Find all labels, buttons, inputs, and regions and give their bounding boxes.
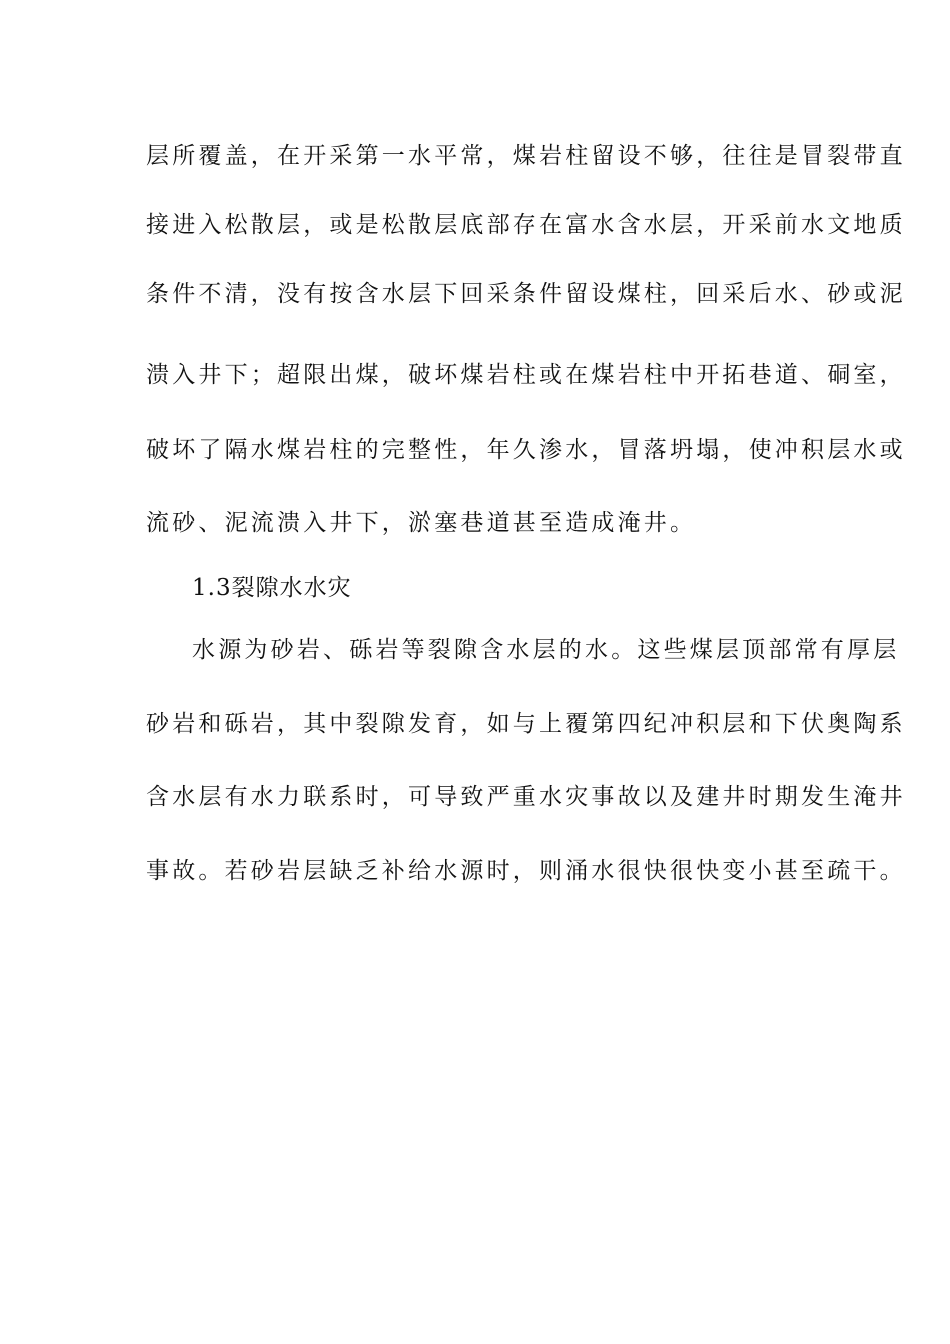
paragraph-line: 砂岩和砾岩，其中裂隙发育，如与上覆第四纪冲积层和下伏奥陶系 bbox=[146, 711, 906, 737]
paragraph-line: 接进入松散层，或是松散层底部存在富水含水层，开采前水文地质 bbox=[146, 212, 906, 238]
paragraph-line: 水源为砂岩、砾岩等裂隙含水层的水。这些煤层顶部常有厚层 bbox=[192, 637, 900, 663]
paragraph-line: 破坏了隔水煤岩柱的完整性，年久渗水，冒落坍塌，使冲积层水或 bbox=[146, 437, 906, 463]
paragraph-line: 层所覆盖，在开采第一水平常，煤岩柱留设不够，往往是冒裂带直 bbox=[146, 143, 906, 169]
paragraph-line: 条件不清，没有按含水层下回采条件留设煤柱，回采后水、砂或泥 bbox=[146, 281, 906, 307]
paragraph-line: 溃入井下；超限出煤，破坏煤岩柱或在煤岩柱中开拓巷道、硐室， bbox=[146, 362, 906, 388]
section-heading: 1.3裂隙水水灾 bbox=[192, 575, 352, 601]
paragraph-line: 含水层有水力联系时，可导致严重水灾事故以及建井时期发生淹井 bbox=[146, 784, 906, 810]
paragraph-line: 流砂、泥流溃入井下，淤塞巷道甚至造成淹井。 bbox=[146, 510, 697, 536]
paragraph-line: 事故。若砂岩层缺乏补给水源时，则涌水很快很快变小甚至疏干。 bbox=[146, 858, 906, 884]
